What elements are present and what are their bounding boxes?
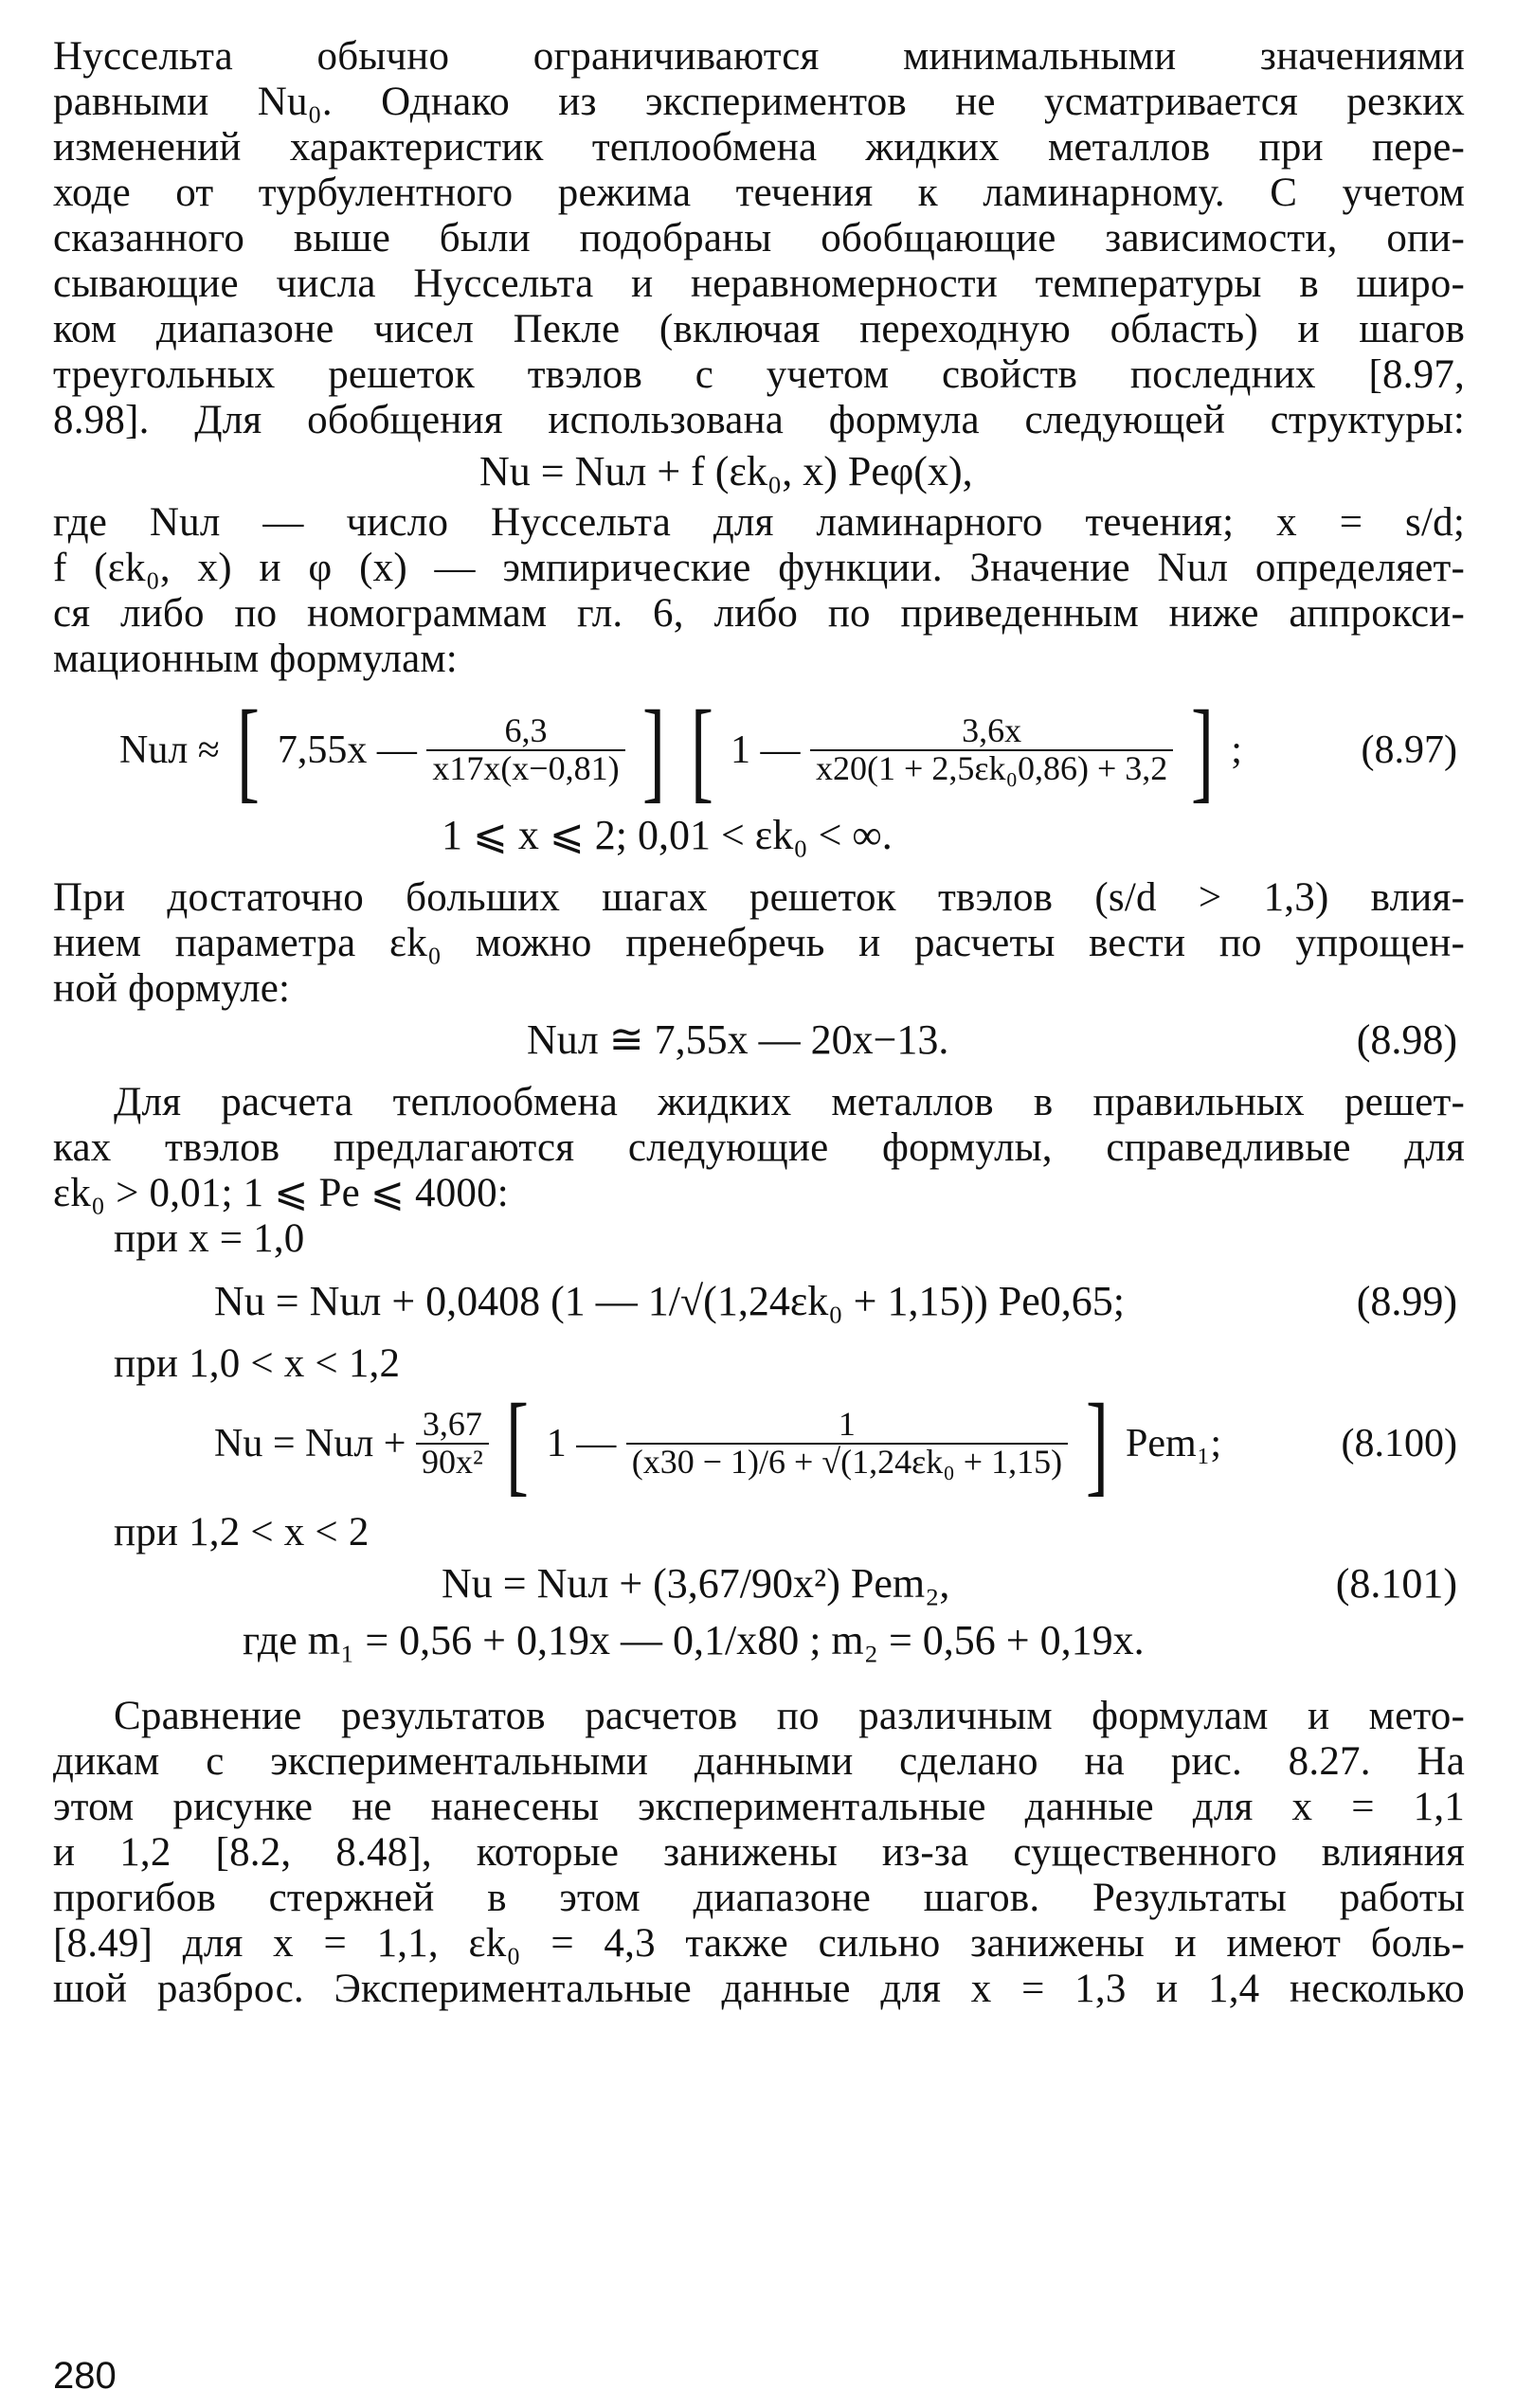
equation-where — [53, 1612, 1465, 1669]
text-line: ком диапазоне чисел Пекле (включая переходную область) и шагов — [53, 307, 1465, 351]
text-line: равными Nu₀. Однако из экспериментов не усматривается резких — [53, 80, 1465, 124]
bracket: [ — [690, 687, 713, 813]
text-line: ках твэлов предлагаются следующие формулы, справедливые для — [53, 1125, 1465, 1170]
text-line: мационным формулам: — [53, 637, 458, 681]
text-line: ной формуле: — [53, 966, 291, 1011]
denominator: x17x(x−0,81) — [432, 749, 620, 787]
eq-8101-text: Nu = Nuл + (3,67/90x²) Pem₂, — [442, 1560, 950, 1607]
bracket: ] — [1085, 1380, 1109, 1506]
text-line: при x = 1,0 — [114, 1216, 305, 1261]
text-line: прогибов стержней в этом диапазоне шагов. Результаты работы — [53, 1876, 1465, 1920]
eq-8100-tail: Pem₁; — [1126, 1422, 1222, 1465]
numerator: 1 — [626, 1407, 1068, 1445]
paragraph-2 — [53, 500, 1465, 682]
text-line: шой разброс. Экспериментальные данные для x = 1,3 и 1,4 несколько — [53, 1967, 1465, 2011]
page-number: 280 — [53, 2355, 117, 2397]
paragraph-5 — [53, 1694, 1465, 2012]
text-line: Сравнение результатов расчетов по различным формулам и мето- — [114, 1694, 1465, 1738]
fraction — [810, 713, 1173, 787]
fraction — [626, 1407, 1068, 1481]
text-line: изменений характеристик теплообмена жидких металлов при пере- — [53, 125, 1465, 170]
equation-8-100 — [53, 1380, 1465, 1510]
fraction — [416, 1407, 489, 1481]
equation-8-97-range — [53, 807, 1465, 864]
denominator: (x30 − 1)/6 + √(1,24εk₀ + 1,15) — [631, 1443, 1063, 1481]
paragraph-1 — [53, 34, 1465, 443]
condition: при 1,0 < x < 1,2 — [114, 1341, 401, 1386]
equation-number: (8.97) — [1361, 728, 1457, 772]
fraction — [426, 713, 624, 787]
text-line: нием параметра εk₀ можно пренебречь и расчеты вести по упрощен- — [53, 921, 1465, 965]
numerator: 3,6x — [810, 713, 1173, 751]
bracket: [ — [237, 687, 261, 813]
paragraph-4 — [53, 1080, 1465, 1262]
eq-898-text: Nuл ≅ 7,55x — 20x−13. — [527, 1016, 949, 1063]
text-line: Для расчета теплообмена жидких металлов в правильных решет- — [114, 1080, 1465, 1124]
bracket: ] — [1190, 687, 1214, 813]
text-line: εk₀ > 0,01; 1 ⩽ Pe ⩽ 4000: — [53, 1171, 509, 1215]
condition: при 1,2 < x < 2 — [114, 1510, 370, 1554]
eq-897-term2: 1 — — [731, 728, 801, 772]
bracket: [ — [506, 1380, 530, 1506]
denominator: x20(1 + 2,5εk₀0,86) + 3,2 — [816, 749, 1168, 787]
text-line: ся либо по номограммам гл. 6, либо по приведенным ниже аппрокси- — [53, 591, 1465, 636]
eq-897-term1: 7,55x — — [277, 728, 417, 772]
eq-899-text: Nu = Nuл + 0,0408 (1 — 1/√(1,24εk₀ + 1,15)) Pe0,65; — [214, 1278, 1125, 1324]
text-line: [8.49] для x = 1,1, εk₀ = 4,3 также сильно занижены и имеют боль- — [53, 1921, 1465, 1966]
numerator: 3,67 — [416, 1407, 489, 1445]
equation-number: (8.98) — [1356, 1016, 1457, 1063]
text-line: дикам с экспериментальными данными сделано на рис. 8.27. На — [53, 1739, 1465, 1784]
eq-where-text: где m₁ = 0,56 + 0,19x — 0,1/x80 ; m₂ = 0,56 + 0,19x. — [243, 1617, 1145, 1663]
eq-897-tail: ; — [1231, 728, 1242, 772]
equation-number: (8.100) — [1341, 1422, 1457, 1465]
equation-8-101 — [53, 1555, 1465, 1612]
bracket: ] — [642, 687, 666, 813]
text-line: При достаточно больших шагах решеток твэлов (s/d > 1,3) влия- — [53, 875, 1465, 920]
formula-general — [53, 443, 1465, 500]
denominator: 90x² — [422, 1443, 483, 1481]
numerator: 6,3 — [426, 713, 624, 751]
text-line: сывающие числа Нуссельта и неравномерности температуры в широ- — [53, 261, 1465, 306]
text-line: этом рисунке не нанесены экспериментальные данные для x = 1,1 — [53, 1785, 1465, 1829]
text-line: треугольных решеток твэлов с учетом свойств последних [8.97, — [53, 352, 1465, 397]
eq-8100-one: 1 — — [546, 1422, 617, 1465]
formula-general-text: Nu = Nuл + f (εk₀, x) Peφ(x), — [479, 448, 973, 494]
eq-8100-lhs: Nu = Nuл + — [214, 1422, 406, 1465]
text-line: ходе от турбулентного режима течения к ламинарному. С учетом — [53, 171, 1465, 215]
equation-8-99 — [53, 1273, 1465, 1330]
paragraph-3 — [53, 875, 1465, 1012]
text-line: f (εk₀, x) и φ (x) — эмпирические функции. Значение Nuл определяет- — [53, 546, 1465, 590]
text-line: 8.98]. Для обобщения использована формула следующей структуры: — [53, 398, 1465, 442]
equation-8-97 — [53, 687, 1465, 813]
text-line: где Nuл — число Нуссельта для ламинарного течения; x = s/d; — [53, 500, 1465, 545]
equation-8-98 — [53, 1012, 1465, 1069]
equation-number: (8.101) — [1335, 1560, 1457, 1607]
page-body — [53, 34, 1465, 2012]
range-text: 1 ⩽ x ⩽ 2; 0,01 < εk₀ < ∞. — [442, 812, 893, 858]
equation-number: (8.99) — [1356, 1278, 1457, 1324]
eq-897-lhs: Nuл ≈ — [119, 728, 220, 772]
text-line: сказанного выше были подобраны обобщающие зависимости, опи- — [53, 216, 1465, 261]
text-line: Нуссельта обычно ограничиваются минимальными значениями — [53, 34, 1465, 79]
text-line: и 1,2 [8.2, 8.48], которые занижены из-за существенного влияния — [53, 1830, 1465, 1875]
